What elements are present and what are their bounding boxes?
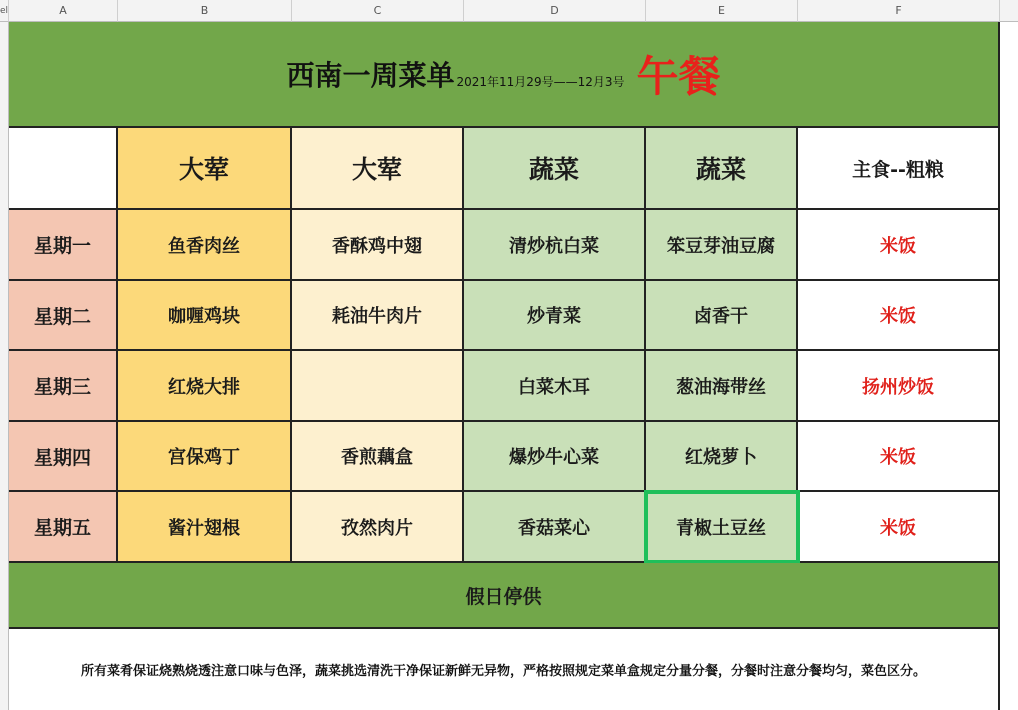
header-label: 大荤 [178,155,229,184]
column-label: A [59,4,67,17]
dish-label: 宫保鸡丁 [168,447,240,468]
day-cell-tuesday[interactable] [9,281,118,351]
column-header-d[interactable] [464,0,646,22]
footnote-cell[interactable] [9,629,1000,710]
table-cell[interactable] [798,422,1000,492]
day-cell-friday[interactable] [9,492,118,563]
column-header-a[interactable] [9,0,118,22]
table-cell[interactable] [118,281,292,351]
table-cell[interactable] [646,281,798,351]
table-cell[interactable] [118,210,292,281]
column-label: D [550,4,559,17]
staple-label: 米饭 [880,447,916,468]
column-header-f[interactable] [798,0,1000,22]
column-header-e[interactable] [646,0,798,22]
table-cell[interactable] [646,422,798,492]
sheet-corner-label: el [0,5,9,16]
dish-label: 孜然肉片 [341,517,413,539]
table-cell[interactable] [798,281,1000,351]
staple-label: 米饭 [880,306,916,327]
header-cell-blank[interactable] [9,128,118,210]
holiday-label: 假日停供 [465,585,542,608]
staple-label: 扬州炒饭 [862,376,934,398]
dish-label: 青椒土豆丝 [676,517,766,539]
dish-label: 炒青菜 [527,306,581,327]
table-cell[interactable] [118,422,292,492]
table-cell[interactable] [292,281,464,351]
header-staple[interactable] [798,128,1000,210]
row-header-strip[interactable] [0,22,9,710]
column-label: C [373,4,382,17]
dish-label: 白菜木耳 [518,376,590,398]
dish-label: 香煎藕盒 [341,447,413,468]
day-label: 星期三 [33,376,91,398]
day-cell-monday[interactable] [9,210,118,281]
day-cell-thursday[interactable] [9,422,118,492]
column-header-b[interactable] [118,0,292,22]
meal-label: 午餐 [636,52,721,101]
header-veg-2[interactable] [646,128,798,210]
header-veg-1[interactable] [464,128,646,210]
dish-label: 香酥鸡中翅 [332,235,422,257]
table-cell[interactable] [464,422,646,492]
dish-label: 鱼香肉丝 [168,235,240,257]
table-cell[interactable] [292,351,464,422]
table-cell[interactable] [464,210,646,281]
table-cell[interactable] [798,210,1000,281]
day-label: 星期二 [33,305,91,328]
day-label: 星期四 [33,446,91,469]
table-cell[interactable] [118,351,292,422]
table-cell[interactable] [464,492,646,563]
header-meat-1[interactable] [118,128,292,210]
dish-label: 清炒杭白菜 [509,235,599,257]
sheet-corner[interactable] [0,0,9,22]
footnote-text: 所有菜肴保证烧熟烧透注意口味与色泽，蔬菜挑选清洗干净保证新鲜无异物，严格按照规定菜单盒规定分量分餐，分餐时注意分餐均匀，菜色区分。 [80,664,926,679]
table-cell[interactable] [646,210,798,281]
table-cell[interactable] [464,351,646,422]
table-cell[interactable] [292,210,464,281]
column-header-c[interactable] [292,0,464,22]
dish-label: 笨豆芽油豆腐 [667,235,775,257]
column-label: E [718,4,725,17]
dish-label: 酱汁翅根 [168,517,240,539]
column-header-g[interactable] [1000,0,1018,22]
day-cell-wednesday[interactable] [9,351,118,422]
column-label: B [200,4,209,17]
staple-label: 米饭 [880,235,916,257]
header-meat-2[interactable] [292,128,464,210]
selected-cell-outline[interactable] [644,490,800,564]
table-cell[interactable] [464,281,646,351]
menu-title: 西南一周菜单 [286,59,455,92]
table-cell[interactable] [118,492,292,563]
table-cell[interactable] [798,492,1000,563]
header-label: 大荤 [351,155,402,184]
title-banner [9,22,1000,128]
date-range: 2021年11月29号——12月3号 [456,74,625,89]
dish-label: 葱油海带丝 [676,376,766,398]
table-cell[interactable] [646,351,798,422]
header-label: 主食--粗粮 [852,158,944,181]
table-cell[interactable] [292,422,464,492]
dish-label: 卤香干 [694,306,748,327]
column-label: F [895,4,902,17]
dish-label: 香菇菜心 [518,517,590,539]
dish-label: 红烧萝卜 [685,447,757,468]
table-cell[interactable] [798,351,1000,422]
header-label: 蔬菜 [695,155,746,184]
holiday-row[interactable] [9,563,1000,629]
dish-label: 耗油牛肉片 [332,306,422,327]
day-label: 星期五 [33,517,91,539]
dish-label: 红烧大排 [168,376,240,398]
dish-label: 爆炒牛心菜 [509,447,599,468]
day-label: 星期一 [33,235,91,257]
table-cell[interactable] [292,492,464,563]
staple-label: 米饭 [880,517,916,539]
header-label: 蔬菜 [528,155,579,184]
dish-label: 咖喱鸡块 [168,306,240,327]
